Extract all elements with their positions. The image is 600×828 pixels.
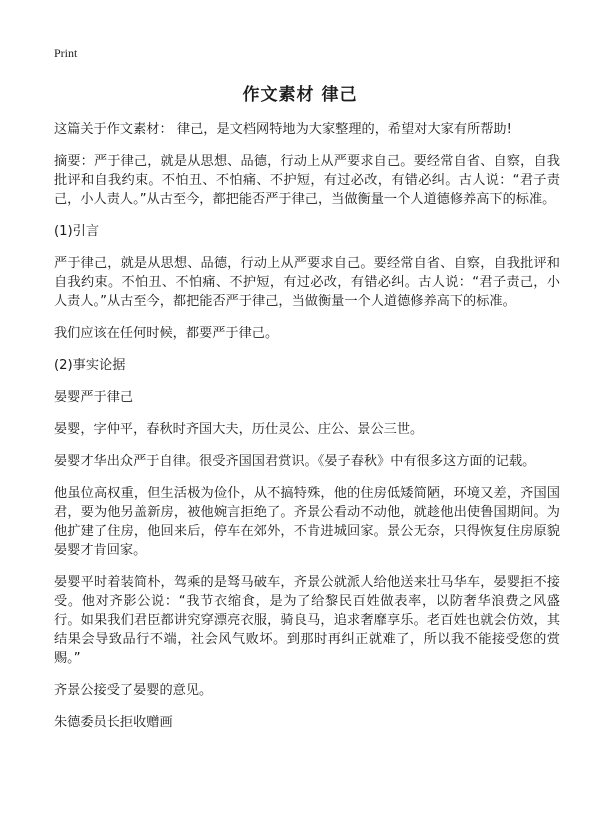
body-paragraph: 严于律己，就是从思想、品德，行动上从严要求自己。要经常自省、自察，自我批评和自我约束。不怕丑、不怕痛、不护短，有过必改，有错必纠。古人说：“君子责己，小人责人。”从古至今，都把能否严于律己，当做衡量一个人道德修养高下的标准。 <box>54 256 560 309</box>
intro-paragraph: 这篇关于作文素材： 律己，是文档网特地为大家整理的，希望对大家有所帮助! <box>54 122 512 137</box>
abstract-paragraph: 摘要：严于律己，就是从思想、品德，行动上从严要求自己。要经常自省、自察，自我批评和自我约束。不怕丑、不怕痛、不护短，有过必改，有错必纠。古人说：“君子责己，小人责人。”从古至今，都把能否严于律己，当做衡量一个人道德修养高下的标准。 <box>54 154 560 207</box>
document-body <box>54 120 560 745</box>
body-paragraph: 晏婴才华出众严于自律。很受齐国国君赏识。《晏子春秋》中有很多这方面的记载。 <box>54 454 536 469</box>
body-paragraph: 晏婴平时着装简朴，驾乘的是驽马破车，齐景公就派人给他送来壮马华车，晏婴拒不接受。他对齐影公说：“我节衣缩食，是为了给黎民百姓做表率，以防奢华浪费之风盛行。如果我们君臣都讲究穿漂亮衣服，骑良马，追求奢靡享乐。老百姓也就会仿效，其结果会导致品行不端，社会风气败坏。到那时再纠正就难了，所以我不能接受您的赏赐。” <box>54 575 560 666</box>
body-paragraph: 我们应该在任何时候，都要严于律己。 <box>54 326 279 341</box>
section-heading: (2)事实论据 <box>54 358 126 373</box>
document-title: 作文素材 律己 <box>242 85 358 105</box>
body-paragraph: 他虽位高权重，但生活极为俭仆，从不搞特殊，他的住房低矮简陋，环境又差，齐国国君，要为他另盖新房，被他婉言拒绝了。齐景公看动不动他，就趁他出使鲁国期间。为他扩建了住房，他回来后，停车在郊外，不肯进城回家。景公无奈，只得恢复住房原貌晏婴才肯回家。 <box>54 486 560 558</box>
body-paragraph: 齐景公接受了晏婴的意见。 <box>54 683 213 698</box>
print-label: Print <box>54 46 78 60</box>
subheading: 晏婴严于律己 <box>54 390 134 405</box>
section-heading: (1)引言 <box>54 224 100 239</box>
subheading: 朱德委员长拒收赠画 <box>54 715 173 730</box>
body-paragraph: 晏婴，字仲平，春秋时齐国大夫，历仕灵公、庄公、景公三世。 <box>54 422 424 437</box>
